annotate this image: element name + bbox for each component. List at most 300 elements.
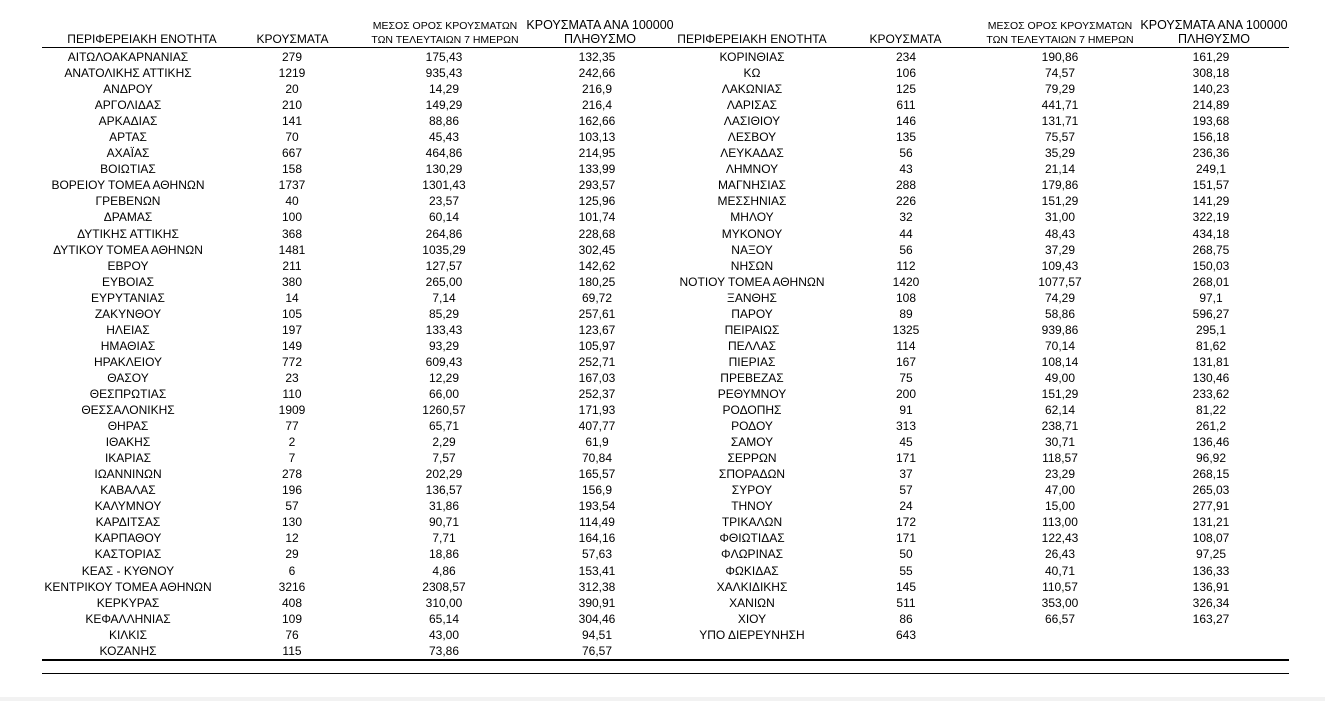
left-header-avg-line2: ΤΩΝ ΤΕΛΕΥΤΑΙΩΝ 7 ΗΜΕΡΩΝ bbox=[371, 34, 519, 46]
right-header-avg-line2: ΤΩΝ ΤΕΛΕΥΤΑΙΩΝ 7 ΗΜΕΡΩΝ bbox=[986, 34, 1134, 46]
cases-cell: 50 bbox=[899, 547, 913, 562]
table-row bbox=[0, 627, 1325, 643]
per100k-cell: 304,46 bbox=[578, 611, 616, 626]
region-cell: ΚΕΝΤΡΙΚΟΥ ΤΟΜΕΑ ΑΘΗΝΩΝ bbox=[44, 579, 212, 594]
left-header-avg-line1: ΜΕΣΟΣ ΟΡΟΣ ΚΡΟΥΣΜΑΤΩΝ bbox=[372, 20, 518, 32]
region-cell: ΠΙΕΡΙΑΣ bbox=[728, 354, 776, 369]
per100k-cell: 151,57 bbox=[1192, 178, 1230, 193]
per100k-cell: 101,74 bbox=[578, 210, 616, 225]
table-row bbox=[0, 322, 1325, 338]
region-cell: ΡΟΔΟΠΗΣ bbox=[722, 403, 782, 418]
per100k-cell: 295,1 bbox=[1195, 322, 1227, 337]
region-cell: ΥΠΟ ΔΙΕΡΕΥΝΗΣΗ bbox=[699, 627, 805, 642]
table-row bbox=[0, 129, 1325, 145]
per100k-cell: 161,29 bbox=[1192, 50, 1230, 64]
per100k-cell: 261,2 bbox=[1195, 419, 1227, 434]
avg7-cell: 79,29 bbox=[1044, 82, 1076, 97]
cases-cell: 1737 bbox=[278, 178, 306, 193]
region-cell: ΙΩΑΝΝΙΝΩΝ bbox=[94, 467, 162, 482]
cases-cell: 145 bbox=[895, 579, 917, 594]
per100k-cell: 214,89 bbox=[1192, 98, 1230, 113]
avg7-cell: 43,00 bbox=[428, 627, 460, 642]
cases-cell: 210 bbox=[281, 98, 303, 113]
avg7-cell: 45,43 bbox=[428, 130, 460, 145]
region-cell: ΔΥΤΙΚΟΥ ΤΟΜΕΑ ΑΘΗΝΩΝ bbox=[53, 242, 203, 257]
table-row bbox=[0, 81, 1325, 97]
avg7-cell: 609,43 bbox=[425, 354, 463, 369]
per100k-cell: 268,15 bbox=[1192, 467, 1230, 482]
table-row bbox=[0, 49, 1325, 65]
region-cell: ΚΑΛΥΜΝΟΥ bbox=[94, 499, 162, 514]
cases-cell: 14 bbox=[285, 290, 299, 305]
table-row bbox=[0, 354, 1325, 370]
per100k-cell: 277,91 bbox=[1192, 499, 1230, 514]
per100k-cell: 57,63 bbox=[581, 547, 613, 562]
avg7-cell: 113,00 bbox=[1042, 515, 1078, 530]
avg7-cell: 1077,57 bbox=[1038, 274, 1082, 289]
cases-cell: 288 bbox=[895, 178, 917, 193]
cases-cell: 109 bbox=[281, 611, 303, 626]
avg7-cell: 14,29 bbox=[428, 82, 460, 97]
region-cell: ΘΗΡΑΣ bbox=[107, 419, 149, 434]
avg7-cell: 122,43 bbox=[1041, 531, 1079, 546]
avg7-cell: 35,29 bbox=[1044, 146, 1076, 161]
per100k-cell: 236,36 bbox=[1192, 146, 1230, 161]
region-cell: ΣΕΡΡΩΝ bbox=[727, 451, 777, 466]
region-cell: ΤΡΙΚΑΛΩΝ bbox=[721, 515, 783, 530]
region-cell: ΦΘΙΩΤΙΔΑΣ bbox=[719, 531, 785, 546]
region-cell: ΛΕΥΚΑΔΑΣ bbox=[720, 146, 784, 161]
table-row bbox=[0, 177, 1325, 193]
region-cell: ΦΩΚΙΔΑΣ bbox=[725, 563, 779, 578]
cases-cell: 1219 bbox=[278, 66, 306, 81]
cases-cell: 40 bbox=[285, 194, 299, 209]
avg7-cell: 133,43 bbox=[425, 322, 463, 337]
per100k-cell: 242,66 bbox=[578, 66, 616, 81]
per100k-cell: 156,9 bbox=[581, 483, 613, 498]
cases-cell: 511 bbox=[896, 595, 916, 610]
avg7-cell: 58,86 bbox=[1044, 306, 1076, 321]
table-row bbox=[0, 242, 1325, 258]
avg7-cell: 26,43 bbox=[1044, 547, 1076, 562]
table-row bbox=[0, 563, 1325, 579]
cases-cell: 57 bbox=[899, 483, 913, 498]
per100k-cell: 265,03 bbox=[1192, 483, 1230, 498]
avg7-cell: 40,71 bbox=[1044, 563, 1076, 578]
table-row bbox=[0, 113, 1325, 129]
avg7-cell: 441,71 bbox=[1041, 98, 1079, 113]
avg7-cell: 74,29 bbox=[1044, 290, 1076, 305]
cases-cell: 772 bbox=[281, 354, 303, 369]
per100k-cell: 130,46 bbox=[1192, 370, 1230, 385]
cases-cell: 43 bbox=[899, 162, 913, 177]
per100k-cell: 69,72 bbox=[581, 290, 613, 305]
avg7-cell: 151,29 bbox=[1041, 386, 1079, 401]
cases-cell: 77 bbox=[285, 419, 299, 434]
region-cell: ΜΕΣΣΗΝΙΑΣ bbox=[717, 194, 787, 209]
cases-cell: 23 bbox=[285, 370, 299, 385]
region-cell: ΝΑΞΟΥ bbox=[731, 242, 773, 257]
per100k-cell: 268,01 bbox=[1192, 274, 1230, 289]
region-cell: ΚΩ bbox=[743, 66, 761, 81]
table-row bbox=[0, 145, 1325, 161]
cases-cell: 45 bbox=[899, 435, 913, 450]
region-cell: ΕΥΡΥΤΑΝΙΑΣ bbox=[91, 290, 165, 305]
table-row bbox=[0, 418, 1325, 434]
avg7-cell: 85,29 bbox=[428, 306, 460, 321]
avg7-cell: 4,86 bbox=[432, 563, 456, 578]
region-cell: ΚΑΡΔΙΤΣΑΣ bbox=[95, 515, 161, 530]
avg7-cell: 130,29 bbox=[425, 162, 463, 177]
cases-cell: 56 bbox=[899, 242, 913, 257]
avg7-cell: 265,00 bbox=[425, 274, 463, 289]
per100k-cell: 114,49 bbox=[579, 515, 615, 530]
left-header-per100k-line1: ΚΡΟΥΣΜΑΤΑ ΑΝΑ 100000 bbox=[526, 18, 674, 32]
region-cell: ΧΙΟΥ bbox=[737, 611, 767, 626]
table-row bbox=[0, 498, 1325, 514]
region-cell: ΚΕΑΣ - ΚΥΘΝΟΥ bbox=[81, 563, 175, 578]
cases-cell: 380 bbox=[281, 274, 303, 289]
avg7-cell: 190,86 bbox=[1041, 50, 1079, 64]
table-row bbox=[0, 338, 1325, 354]
region-cell: ΣΠΟΡΑΔΩΝ bbox=[718, 467, 786, 482]
table-row bbox=[0, 161, 1325, 177]
cases-cell: 100 bbox=[281, 210, 303, 225]
cases-cell: 32 bbox=[899, 210, 913, 225]
per100k-cell: 153,41 bbox=[578, 563, 616, 578]
cases-cell: 167 bbox=[895, 354, 917, 369]
per100k-cell: 105,97 bbox=[578, 338, 616, 353]
avg7-cell: 49,00 bbox=[1044, 370, 1076, 385]
table-row bbox=[0, 546, 1325, 562]
per100k-cell: 131,81 bbox=[1192, 354, 1230, 369]
region-cell: ΘΕΣΠΡΩΤΙΑΣ bbox=[89, 386, 167, 401]
per100k-cell: 390,91 bbox=[578, 595, 616, 610]
cases-cell: 108 bbox=[895, 290, 917, 305]
cases-cell: 171 bbox=[895, 531, 917, 546]
avg7-cell: 7,14 bbox=[432, 290, 456, 305]
avg7-cell: 31,00 bbox=[1044, 210, 1076, 225]
per100k-cell: 216,9 bbox=[581, 82, 613, 97]
table-row bbox=[0, 434, 1325, 450]
cases-cell: 1481 bbox=[278, 242, 306, 257]
cases-cell: 125 bbox=[895, 82, 917, 97]
region-cell: ΚΑΒΑΛΑΣ bbox=[100, 483, 156, 498]
per100k-cell: 140,23 bbox=[1192, 82, 1230, 97]
table-row bbox=[0, 306, 1325, 322]
per100k-cell: 163,27 bbox=[1192, 611, 1230, 626]
per100k-cell: 167,03 bbox=[578, 370, 616, 385]
region-cell: ΜΑΓΝΗΣΙΑΣ bbox=[717, 178, 787, 193]
region-cell: ΧΑΝΙΩΝ bbox=[729, 595, 775, 610]
per100k-cell: 249,1 bbox=[1195, 162, 1227, 177]
cases-cell: 1325 bbox=[892, 322, 920, 337]
per100k-cell: 150,03 bbox=[1192, 258, 1230, 273]
per100k-cell: 141,29 bbox=[1192, 194, 1230, 209]
avg7-cell: 47,00 bbox=[1044, 483, 1076, 498]
region-cell: ΑΧΑΪΑΣ bbox=[106, 146, 150, 161]
per100k-cell: 216,4 bbox=[581, 98, 613, 113]
region-cell: ΠΑΡΟΥ bbox=[731, 306, 773, 321]
table-row bbox=[0, 466, 1325, 482]
per100k-cell: 81,62 bbox=[1195, 338, 1227, 353]
region-cell: ΞΑΝΘΗΣ bbox=[727, 290, 777, 305]
region-cell: ΚΕΡΚΥΡΑΣ bbox=[96, 595, 160, 610]
per100k-cell: 193,68 bbox=[1192, 114, 1230, 129]
table-row bbox=[0, 65, 1325, 81]
avg7-cell: 7,57 bbox=[432, 451, 456, 466]
cases-cell: 172 bbox=[895, 515, 917, 530]
avg7-cell: 149,29 bbox=[425, 98, 463, 113]
avg7-cell: 90,71 bbox=[428, 515, 460, 530]
avg7-cell: 48,43 bbox=[1044, 226, 1076, 241]
per100k-cell: 171,93 bbox=[578, 403, 616, 418]
table-row bbox=[0, 226, 1325, 242]
avg7-cell: 175,43 bbox=[425, 50, 463, 64]
cases-cell: 76 bbox=[285, 627, 299, 642]
region-cell: ΑΝΔΡΟΥ bbox=[103, 82, 153, 97]
page-bottom-rule bbox=[42, 673, 1289, 674]
avg7-cell: 66,00 bbox=[428, 386, 460, 401]
per100k-cell: 293,57 bbox=[578, 178, 616, 193]
per100k-cell: 326,34 bbox=[1192, 595, 1230, 610]
cases-cell: 112 bbox=[896, 258, 916, 273]
cases-cell: 70 bbox=[285, 130, 299, 145]
avg7-cell: 118,57 bbox=[1042, 451, 1078, 466]
per100k-cell: 322,19 bbox=[1192, 210, 1230, 225]
avg7-cell: 310,00 bbox=[425, 595, 463, 610]
avg7-cell: 151,29 bbox=[1041, 194, 1079, 209]
region-cell: ΡΟΔΟΥ bbox=[731, 419, 773, 434]
per100k-cell: 257,61 bbox=[578, 306, 616, 321]
cases-cell: 611 bbox=[896, 98, 916, 113]
region-cell: ΚΕΦΑΛΛΗΝΙΑΣ bbox=[85, 611, 171, 626]
table-row bbox=[0, 514, 1325, 530]
table-row bbox=[0, 370, 1325, 386]
cases-cell: 200 bbox=[895, 386, 917, 401]
left-header-avg bbox=[355, 19, 535, 47]
avg7-cell: 93,29 bbox=[428, 338, 460, 353]
per100k-cell: 136,91 bbox=[1192, 579, 1230, 594]
avg7-cell: 7,71 bbox=[432, 531, 456, 546]
region-cell: ΙΚΑΡΙΑΣ bbox=[104, 451, 152, 466]
per100k-cell: 97,1 bbox=[1199, 290, 1223, 305]
per100k-cell: 136,33 bbox=[1192, 563, 1230, 578]
avg7-cell: 21,14 bbox=[1044, 162, 1076, 177]
cases-cell: 130 bbox=[281, 515, 303, 530]
region-cell: ΒΟΡΕΙΟΥ ΤΟΜΕΑ ΑΘΗΝΩΝ bbox=[51, 178, 205, 193]
per100k-cell: 308,18 bbox=[1192, 66, 1230, 81]
table-row bbox=[0, 274, 1325, 290]
per100k-cell: 61,9 bbox=[585, 435, 609, 450]
region-cell: ΣΑΜΟΥ bbox=[730, 435, 774, 450]
cases-cell: 105 bbox=[281, 306, 303, 321]
per100k-cell: 76,57 bbox=[581, 643, 613, 658]
cases-cell: 226 bbox=[895, 194, 917, 209]
per100k-cell: 97,25 bbox=[1195, 547, 1227, 562]
region-cell: ΕΥΒΟΙΑΣ bbox=[101, 274, 155, 289]
avg7-cell: 65,14 bbox=[428, 611, 460, 626]
avg7-cell: 131,71 bbox=[1041, 114, 1079, 129]
per100k-cell: 70,84 bbox=[581, 451, 613, 466]
per100k-cell: 142,62 bbox=[578, 258, 616, 273]
cases-cell: 313 bbox=[895, 419, 917, 434]
cases-cell: 75 bbox=[899, 370, 913, 385]
table-row bbox=[0, 386, 1325, 402]
avg7-cell: 23,29 bbox=[1044, 467, 1076, 482]
cases-cell: 146 bbox=[895, 114, 917, 129]
avg7-cell: 12,29 bbox=[428, 370, 460, 385]
per100k-cell: 136,46 bbox=[1192, 435, 1230, 450]
region-cell: ΧΑΛΚΙΔΙΚΗΣ bbox=[716, 579, 788, 594]
per100k-cell: 228,68 bbox=[578, 226, 616, 241]
avg7-cell: 353,00 bbox=[1041, 595, 1079, 610]
cases-cell: 667 bbox=[281, 146, 303, 161]
avg7-cell: 18,86 bbox=[428, 547, 460, 562]
avg7-cell: 136,57 bbox=[425, 483, 463, 498]
region-cell: ΑΡΓΟΛΙΔΑΣ bbox=[94, 98, 162, 113]
region-cell: ΡΕΘΥΜΝΟΥ bbox=[717, 386, 787, 401]
region-cell: ΑΝΑΤΟΛΙΚΗΣ ΑΤΤΙΚΗΣ bbox=[64, 66, 192, 81]
region-cell: ΗΡΑΚΛΕΙΟΥ bbox=[93, 354, 163, 369]
cases-cell: 56 bbox=[899, 146, 913, 161]
table-row bbox=[0, 258, 1325, 274]
per100k-cell: 94,51 bbox=[581, 627, 613, 642]
cases-cell: 20 bbox=[285, 82, 299, 97]
region-cell: ΔΥΤΙΚΗΣ ΑΤΤΙΚΗΣ bbox=[77, 226, 179, 241]
avg7-cell: 66,57 bbox=[1044, 611, 1076, 626]
cases-cell: 24 bbox=[899, 499, 913, 514]
region-cell: ΑΡΤΑΣ bbox=[109, 130, 147, 145]
left-header-per100k-line2: ΠΛΗΘΥΣΜΟ bbox=[564, 32, 636, 46]
avg7-cell: 31,86 bbox=[428, 499, 460, 514]
cases-cell: 1420 bbox=[892, 274, 920, 289]
region-cell: ΠΕΛΛΑΣ bbox=[727, 338, 777, 353]
region-cell: ΙΘΑΚΗΣ bbox=[105, 435, 151, 450]
right-header-avg-line1: ΜΕΣΟΣ ΟΡΟΣ ΚΡΟΥΣΜΑΤΩΝ bbox=[987, 20, 1133, 32]
cases-cell: 135 bbox=[895, 130, 917, 145]
per100k-cell: 81,22 bbox=[1195, 403, 1227, 418]
left-header-cases: ΚΡΟΥΣΜΑΤΑ bbox=[256, 32, 329, 46]
region-cell: ΘΕΣΣΑΛΟΝΙΚΗΣ bbox=[81, 403, 175, 418]
avg7-cell: 73,86 bbox=[428, 643, 460, 658]
cases-cell: 158 bbox=[281, 162, 303, 177]
avg7-cell: 37,29 bbox=[1044, 242, 1076, 257]
avg7-cell: 75,57 bbox=[1044, 130, 1076, 145]
avg7-cell: 127,57 bbox=[425, 258, 463, 273]
region-cell: ΦΛΩΡΙΝΑΣ bbox=[721, 547, 783, 562]
cases-cell: 57 bbox=[285, 499, 299, 514]
cases-cell: 279 bbox=[281, 50, 303, 64]
table-row bbox=[0, 450, 1325, 466]
region-cell: ΠΡΕΒΕΖΑΣ bbox=[720, 370, 784, 385]
table-row bbox=[0, 482, 1325, 498]
footer-band bbox=[0, 697, 1325, 701]
region-cell: ΛΗΜΝΟΥ bbox=[725, 162, 779, 177]
region-cell: ΛΑΡΙΣΑΣ bbox=[726, 98, 778, 113]
region-cell: ΕΒΡΟΥ bbox=[107, 258, 149, 273]
per100k-cell: 407,77 bbox=[578, 419, 616, 434]
region-cell: ΚΟΡΙΝΘΙΑΣ bbox=[719, 50, 785, 64]
cases-cell: 12 bbox=[285, 531, 299, 546]
cases-cell: 643 bbox=[895, 627, 917, 642]
cases-cell: 44 bbox=[899, 226, 913, 241]
region-cell: ΚΟΖΑΝΗΣ bbox=[99, 643, 157, 658]
cases-cell: 7 bbox=[288, 451, 296, 466]
region-cell: ΓΡΕΒΕΝΩΝ bbox=[95, 194, 161, 209]
cases-cell: 149 bbox=[281, 338, 303, 353]
region-cell: ΛΑΣΙΘΙΟΥ bbox=[723, 114, 781, 129]
avg7-cell: 65,71 bbox=[428, 419, 460, 434]
avg7-cell: 1260,57 bbox=[422, 403, 466, 418]
table-row bbox=[0, 530, 1325, 546]
avg7-cell: 108,14 bbox=[1041, 354, 1079, 369]
region-cell: ΘΑΣΟΥ bbox=[107, 370, 149, 385]
header-rule bbox=[42, 47, 1289, 48]
table-row bbox=[0, 643, 680, 659]
per100k-cell: 96,92 bbox=[1195, 451, 1227, 466]
cases-cell: 2 bbox=[288, 435, 296, 450]
table-row bbox=[0, 290, 1325, 306]
avg7-cell: 935,43 bbox=[425, 66, 463, 81]
avg7-cell: 264,86 bbox=[425, 226, 463, 241]
table-bottom-rule bbox=[42, 659, 1289, 661]
right-header-avg bbox=[970, 19, 1150, 47]
per100k-cell: 434,18 bbox=[1192, 226, 1230, 241]
right-table bbox=[0, 49, 1325, 643]
region-cell: ΣΥΡΟΥ bbox=[731, 483, 773, 498]
region-cell: ΑΡΚΑΔΙΑΣ bbox=[98, 114, 158, 129]
region-cell: ΖΑΚΥΝΘΟΥ bbox=[94, 306, 162, 321]
table-row bbox=[0, 97, 1325, 113]
table-row bbox=[0, 193, 1325, 209]
avg7-cell: 30,71 bbox=[1044, 435, 1076, 450]
cases-cell: 197 bbox=[281, 322, 303, 337]
region-cell: ΚΙΛΚΙΣ bbox=[108, 627, 148, 642]
cases-cell: 234 bbox=[895, 50, 917, 64]
region-cell: ΛΕΣΒΟΥ bbox=[727, 130, 777, 145]
per100k-cell: 268,75 bbox=[1192, 242, 1230, 257]
avg7-cell: 179,86 bbox=[1041, 178, 1079, 193]
cases-cell: 89 bbox=[899, 306, 913, 321]
per100k-cell: 108,07 bbox=[1192, 531, 1230, 546]
avg7-cell: 60,14 bbox=[428, 210, 460, 225]
right-header-region: ΠΕΡΙΦΕΡΕΙΑΚΗ ΕΝΟΤΗΤΑ bbox=[677, 32, 827, 46]
region-cell: ΝΟΤΙΟΥ ΤΟΜΕΑ ΑΘΗΝΩΝ bbox=[679, 274, 825, 289]
per100k-cell: 312,38 bbox=[578, 579, 616, 594]
per100k-cell: 252,71 bbox=[578, 354, 616, 369]
region-cell: ΗΛΕΙΑΣ bbox=[106, 322, 150, 337]
cases-cell: 196 bbox=[281, 483, 303, 498]
per100k-cell: 214,95 bbox=[578, 146, 616, 161]
region-cell: ΜΗΛΟΥ bbox=[730, 210, 774, 225]
right-header-per100k bbox=[1124, 18, 1304, 46]
cases-cell: 55 bbox=[899, 563, 913, 578]
per100k-cell: 233,62 bbox=[1192, 386, 1230, 401]
cases-cell: 211 bbox=[282, 258, 302, 273]
cases-cell: 37 bbox=[899, 467, 913, 482]
avg7-cell: 1035,29 bbox=[422, 242, 466, 257]
table-row bbox=[0, 579, 1325, 595]
table-row bbox=[0, 402, 1325, 418]
right-header-per100k-line2: ΠΛΗΘΥΣΜΟ bbox=[1178, 32, 1250, 46]
per100k-cell: 132,35 bbox=[578, 50, 616, 64]
region-cell: ΛΑΚΩΝΙΑΣ bbox=[721, 82, 783, 97]
cases-cell: 114 bbox=[896, 338, 916, 353]
cases-cell: 110 bbox=[282, 386, 302, 401]
avg7-cell: 88,86 bbox=[428, 114, 460, 129]
cases-cell: 106 bbox=[895, 66, 917, 81]
